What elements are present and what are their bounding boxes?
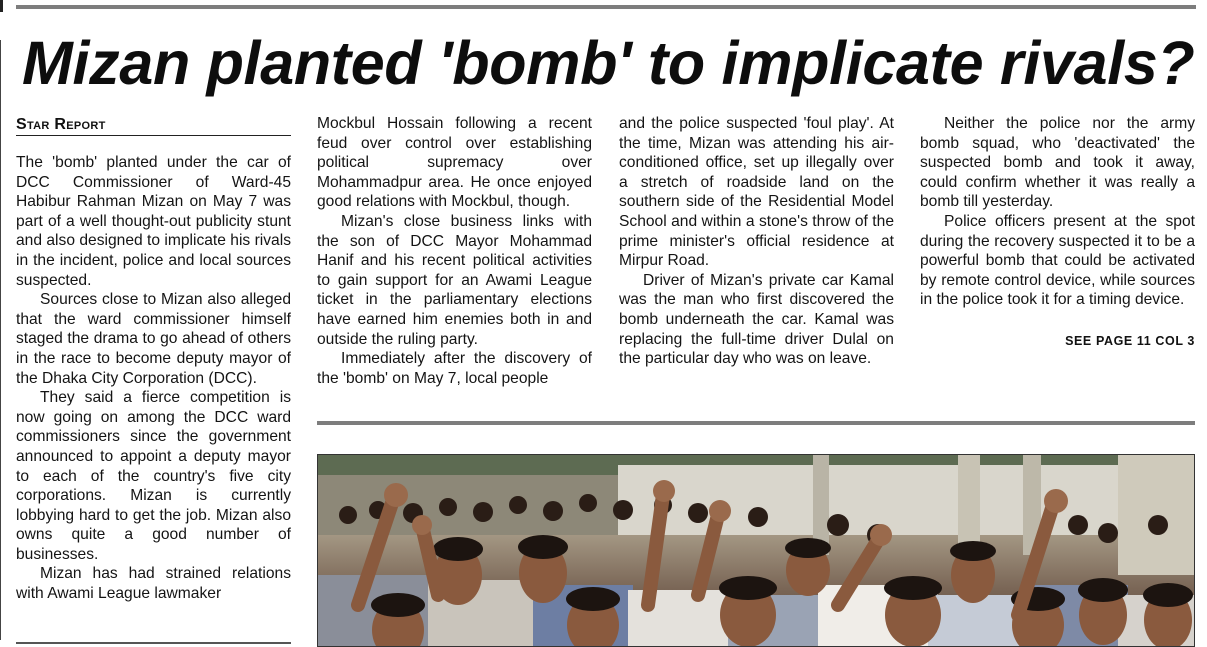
column-1-bottom-rule — [16, 642, 291, 644]
paragraph: The 'bomb' planted under the car of DCC Commissioner of Ward-45 Habibur Rahman Mizan on May 7 was part of a well thought-out publicity stunt and also designed to implicate his rivals in the incident, police and local sources suspected. — [16, 154, 291, 289]
paragraph: Immediately after the discovery of the 'bomb' on May 7, local people — [317, 350, 592, 387]
paragraph: Mizan's close business links with the son of DCC Mayor Mohammad Hanif and his recent political activities to gain support for an Awami League ticket in the parliamentary elections have earned him enemies both in and outside the ruling party. — [317, 212, 592, 348]
byline: Star Report — [16, 114, 291, 136]
paragraph: and the police suspected 'foul play'. At the time, Mizan was attending his air-conditioned office, set up illegally over a stretch of roadside land on the southern side of the Residential Model School and within a stone's throw of the prime minister's official residence at Mirpur Road. — [619, 115, 894, 270]
headline: Mizan planted 'bomb' to implicate rivals? — [22, 29, 1195, 97]
paragraph: Sources close to Mizan also alleged that the ward commissioner himself staged the drama to go ahead of others in the race to become deputy mayor of the Dhaka City Corporation (DCC). — [16, 291, 291, 387]
article-column-2 — [317, 114, 592, 388]
paragraph: Neither the police nor the army bomb squad, who 'deactivated' the suspected bomb and took it away, could confirm whether it was really a bomb till yesterday. — [920, 115, 1195, 211]
left-margin-rule — [0, 40, 1, 640]
paragraph: Mockbul Hossain following a recent feud over control over establishing political supremacy over Mohammadpur area. He once enjoyed good relations with Mockbul, though. — [317, 115, 592, 211]
continuation-note: SEE PAGE 11 COL 3 — [1065, 334, 1195, 348]
article-column-1 — [16, 153, 291, 604]
top-rule — [16, 5, 1196, 9]
protest-crowd-photo — [317, 454, 1195, 647]
article-column-3 — [619, 114, 894, 369]
paragraph: Mizan has had strained relations with Awami League lawmaker — [16, 565, 291, 603]
paragraph: Police officers present at the spot during the recovery suspected it to be a powerful bomb that could be activated by remote control device, while sources in the police took it for a timing device. — [920, 212, 1195, 309]
paragraph: Driver of Mizan's private car Kamal was the man who first discovered the bomb underneath the car. Kamal was replacing the full-time driver Dulal on the particular day who was on leave. — [619, 271, 894, 368]
photo-top-rule — [317, 421, 1195, 425]
protest-crowd-illustration — [318, 455, 1195, 647]
left-edge-mark — [0, 0, 3, 12]
article-column-4 — [920, 114, 1195, 310]
paragraph: They said a fierce competition is now going on among the DCC ward commissioners since the government announced to appoint a deputy mayor to each of the country's five city corporations. Mizan is currently lobbying hard to get the job. Mizan also owns quite a good number of businesses. — [16, 389, 291, 563]
